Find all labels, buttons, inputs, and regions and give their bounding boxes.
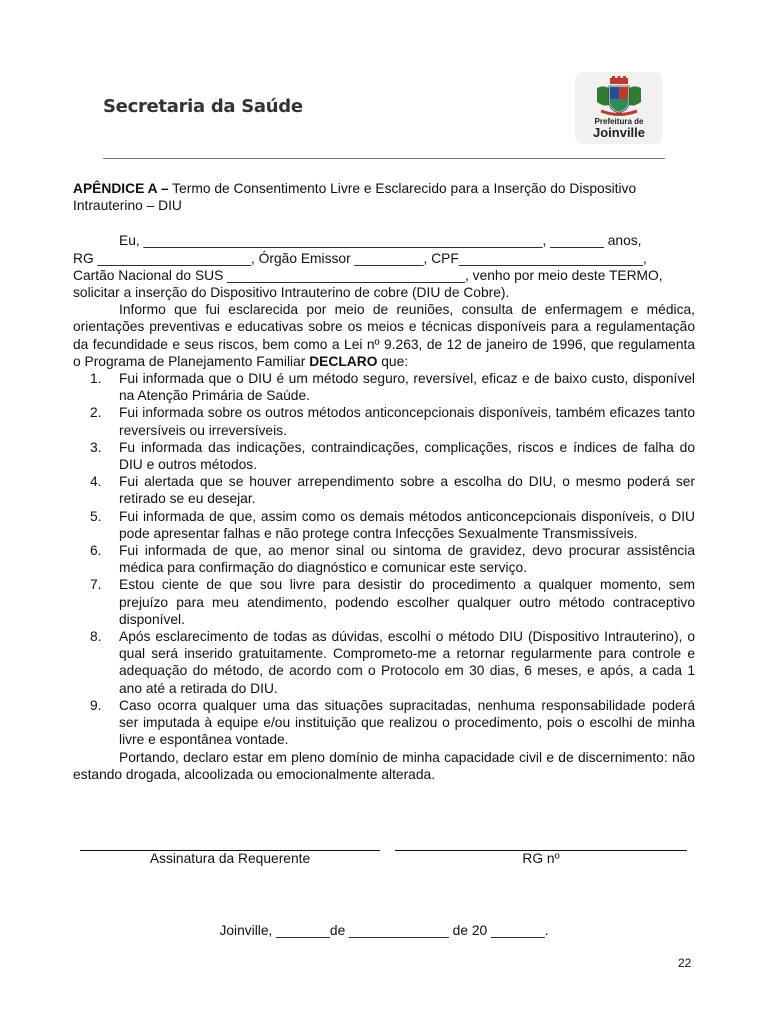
list-item	[73, 576, 695, 628]
list-item	[73, 697, 695, 749]
logo-joinville-text: Joinville	[592, 125, 646, 140]
document-title	[73, 180, 695, 214]
item-number: 3.	[90, 439, 102, 455]
intro-line-request: solicitar a inserção do Dispositivo Intrauterino de cobre (DIU de Cobre).	[73, 285, 510, 301]
list-item	[73, 404, 695, 438]
intro-line-sus: Cartão Nacional do SUS _______________________________, venho por meio deste TERMO,	[73, 267, 663, 283]
item-number: 6.	[90, 543, 102, 559]
declaration-paragraph	[73, 301, 695, 370]
item-text: Fui informada de que, ao menor sinal ou sintoma de gravidez, devo procurar assistência médica para confirmação do diagnóstico e comunicar este serviço.	[119, 543, 695, 576]
declaration-list	[73, 370, 695, 748]
item-text: Estou ciente de que sou livre para desistir do procedimento a qualquer momento, sem prejuízo para meu atendimento, podendo escolher qualquer outro método contraceptivo disponível.	[119, 577, 695, 627]
list-item	[73, 370, 695, 404]
item-number: 8.	[90, 629, 102, 645]
header-divider	[103, 158, 665, 159]
page-number: 22	[678, 956, 692, 970]
list-item	[73, 439, 695, 473]
item-number: 4.	[90, 474, 102, 490]
date-line: Joinville, _______de _____________ de 20 _______.	[219, 923, 549, 938]
list-item	[73, 473, 695, 507]
document-body	[73, 180, 695, 783]
item-text: Caso ocorra qualquer uma das situações supracitadas, nenhuma responsabilidade poderá ser imputada à equipe e/ou instituição que realizou o procedimento, pois o escolhi de minha livre e espontânea vontade.	[119, 697, 695, 748]
signature-label: Assinatura da Requerente	[149, 851, 311, 866]
paragraph-tail: que:	[377, 353, 409, 369]
declaro-keyword: DECLARO	[309, 353, 378, 369]
item-number: 5.	[90, 508, 102, 524]
prefeitura-logo	[575, 72, 663, 144]
item-text: Após esclarecimento de todas as dúvidas, escolhi o método DIU (Dispositivo Intrauterino), o qual será inserido gratuitamente. Comprometo-me a retornar regularmente para controle e adequação do método, de acordo com o Protocolo em 30 dias, 6 meses, e após, a cada 1 ano até a retirada do DIU.	[119, 629, 695, 696]
list-item	[73, 508, 695, 542]
item-number: 9.	[90, 697, 102, 713]
item-number: 1.	[90, 371, 102, 387]
header-title: Secretaria da Saúde	[103, 96, 303, 117]
list-item	[73, 628, 695, 697]
paragraph-text: Informo que fui esclarecida por meio de reuniões, consulta de enfermagem e médica, orientações preventivas e educativas sobre os meios e técnicas disponíveis para a regulamentação da fecundidade e seus riscos, bem como a Lei nº 9.263, de 12 de janeiro de 1996, que regulamenta o Programa de Planejamento Familiar	[73, 302, 695, 369]
identification-block	[73, 232, 695, 301]
closing-paragraph: Portando, declaro estar em pleno domínio de minha capacidade civil e de discernimento: não estando drogada, alcoolizada ou emocionalmente alterada.	[73, 749, 695, 782]
rg-label: RG nº	[522, 851, 560, 866]
coat-of-arms-icon	[575, 74, 663, 118]
item-text: Fui informada de que, assim como os demais métodos anticoncepcionais disponíveis, o DIU pode apresentar falhas e não protege contra Infecções Sexualmente Transmissíveis.	[119, 508, 695, 541]
item-text: Fui informada sobre os outros métodos anticoncepcionais disponíveis, também eficazes tanto reversíveis ou irreversíveis.	[119, 405, 695, 438]
appendix-label: APÊNDICE A –	[73, 181, 169, 196]
item-text: Fui alertada que se houver arrependimento sobre a escolha do DIU, o mesmo poderá ser retirado se eu desejar.	[119, 474, 695, 507]
title-text: Termo de Consentimento Livre e Esclarecido para a Inserção do Dispositivo Intrauterino – DIU	[73, 181, 637, 214]
intro-line-rg: RG ____________________, Órgão Emissor _________, CPF________________________,	[73, 250, 647, 266]
item-text: Fu informada das indicações, contraindicações, complicações, riscos e índices de falha do DIU e outros métodos.	[119, 439, 695, 473]
list-item	[73, 542, 695, 576]
logo-prefeitura-text: Prefeitura de	[594, 117, 644, 126]
item-number: 2.	[90, 405, 102, 421]
intro-line-name: Eu, ____________________________________________________, _______ anos,	[119, 233, 642, 249]
item-text: Fui informada que o DIU é um método seguro, reversível, eficaz e de baixo custo, disponível na Atenção Primária de Saúde.	[119, 371, 695, 404]
item-number: 7.	[90, 577, 102, 593]
